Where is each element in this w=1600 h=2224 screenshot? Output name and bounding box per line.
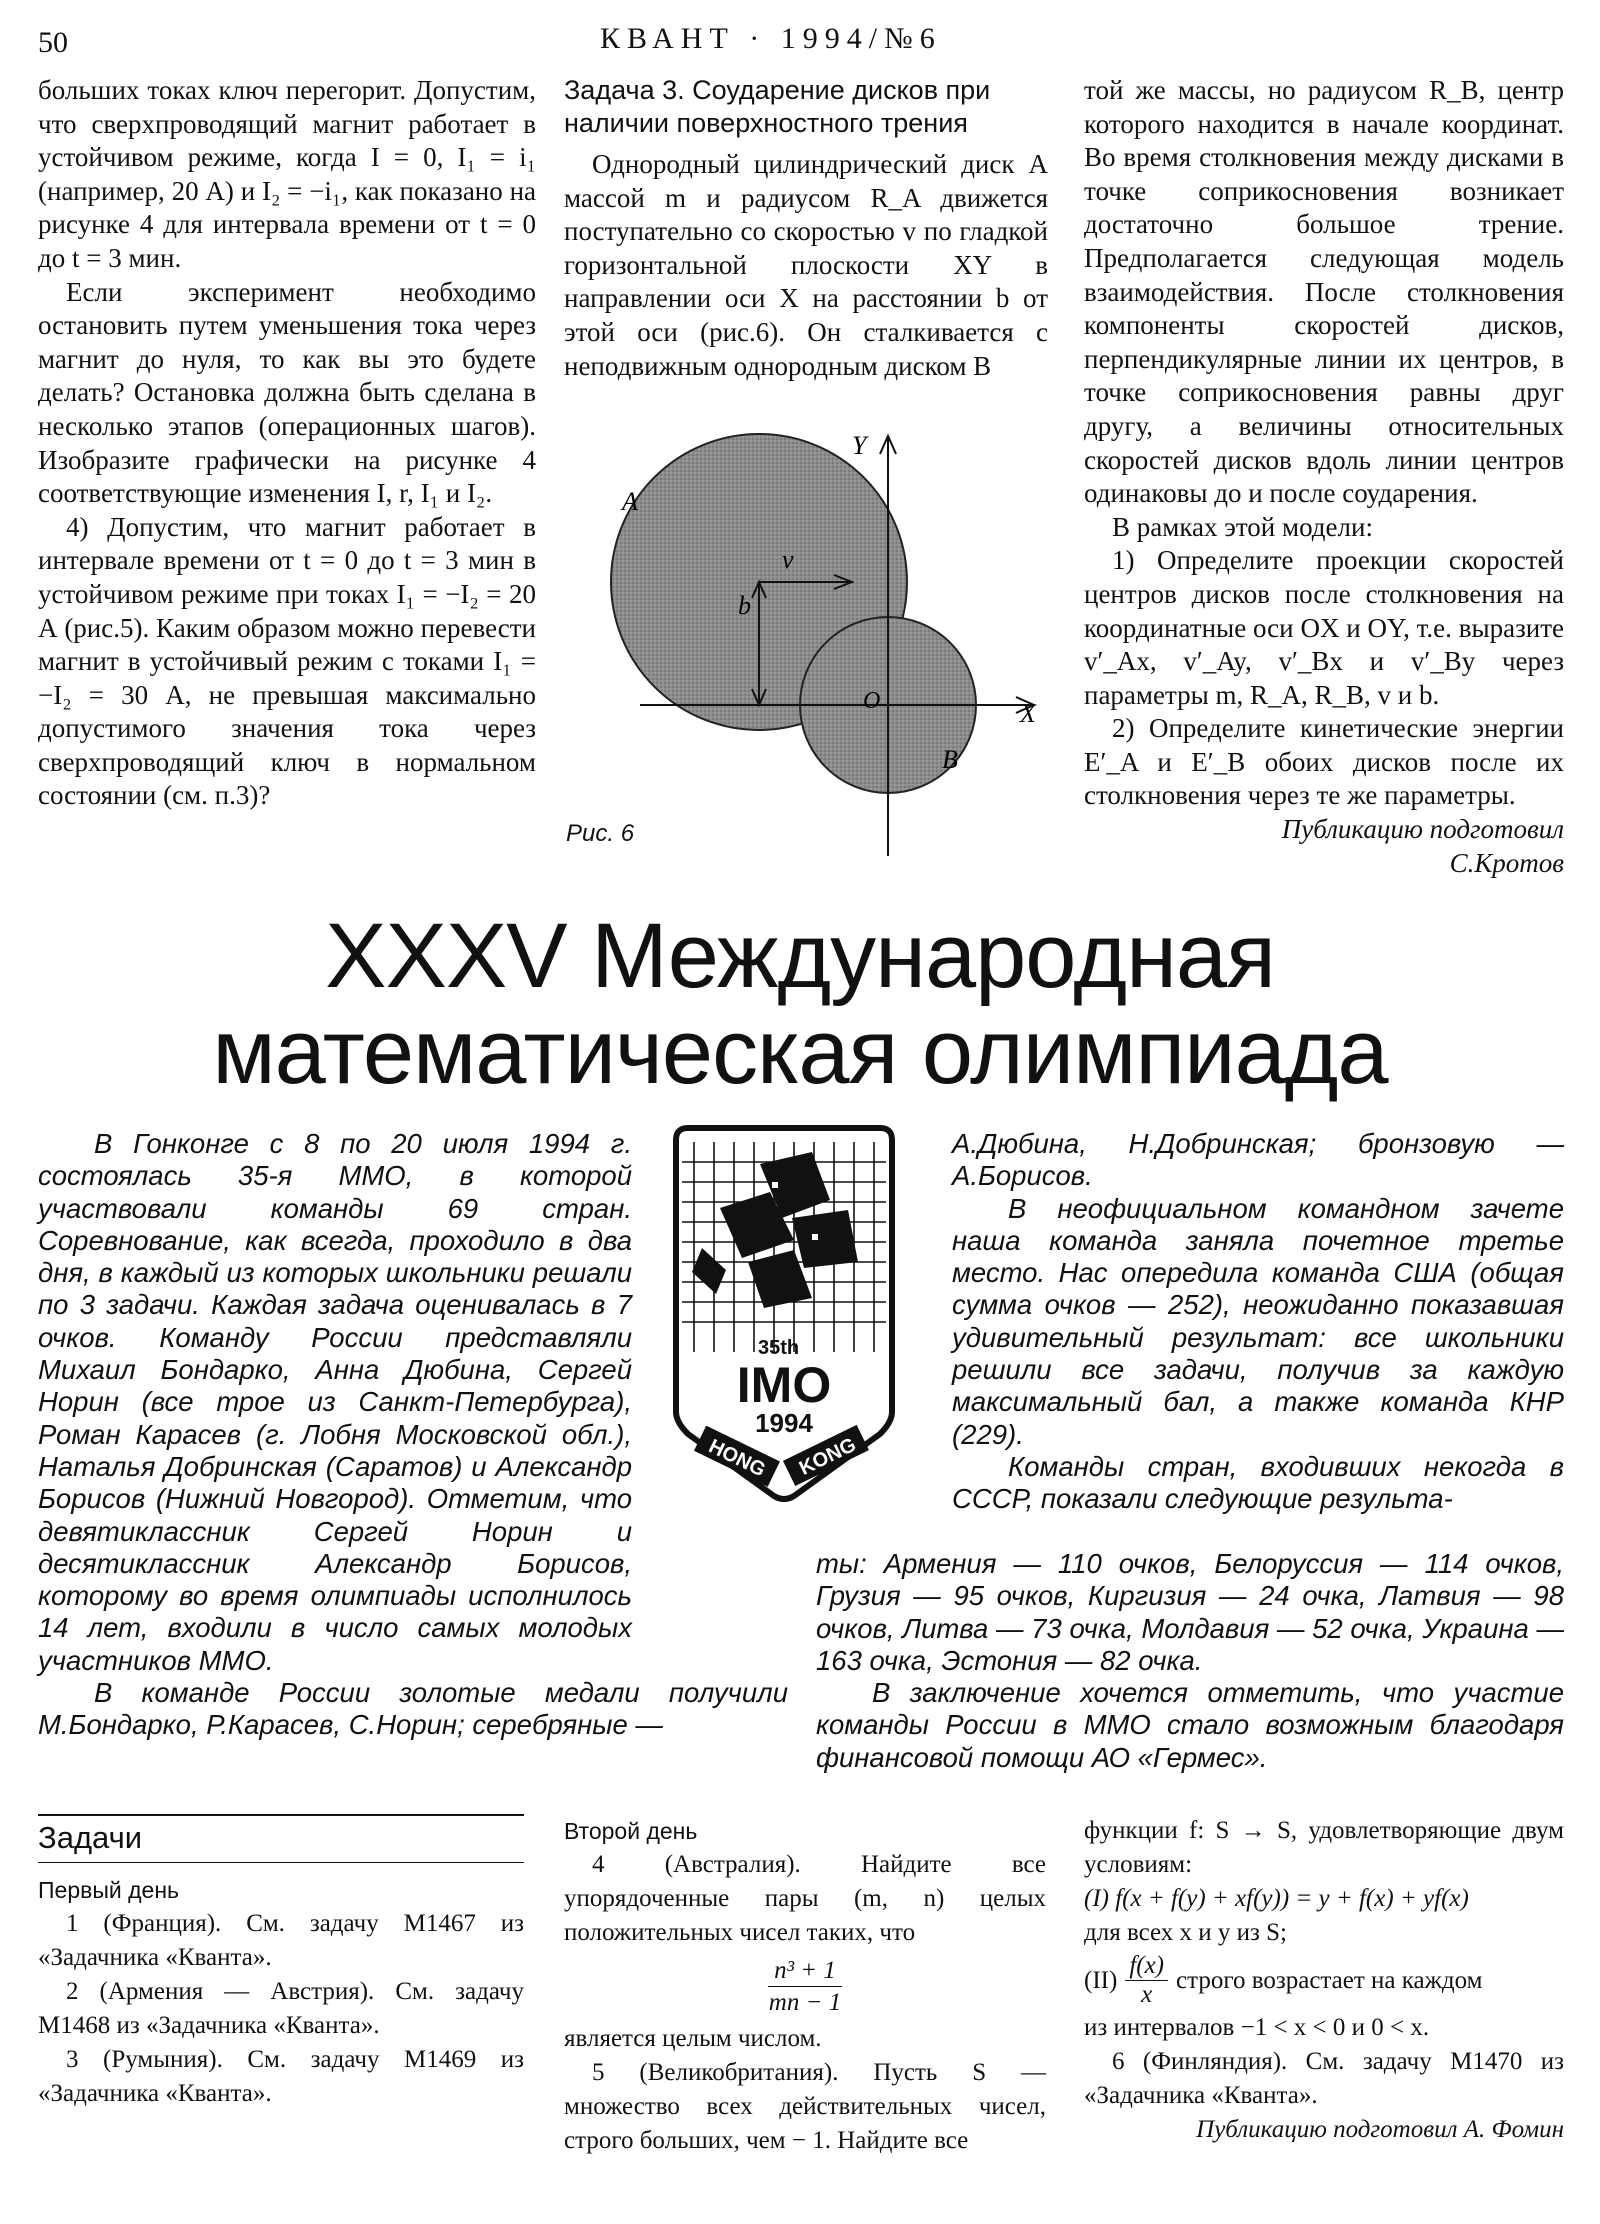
condition-2-tail: из интервалов −1 < x < 0 и 0 < x. [1084,2014,1430,2041]
paragraph: ты: Армения — 110 очков, Белоруссия — 114 очков, Грузия — 95 очков, Киргизия — 24 очка, Латвия — 98 очков, Литва — 73 очка, Молдавия — 52 очка, Украина — 163 очка, Эстония — 82 очка. [816,1548,1564,1676]
imo-logo [662,1122,906,1502]
problems-heading: Задачи [38,1814,524,1858]
right-column [1084,74,1564,880]
paragraph: 4) Допустим, что магнит работает в интервале времени от t = 0 до t = 3 мин в устойчивом режиме при токах I₁ = −I₂ = 20 А (рис.5). Каким образом можно перевести магнит в устойчивый режим с токами I₁ = −I₂ = 30 А, не превышая максимально допустимого значения тока через сверхпроводящий ключ в нормальном состоянии (см. п.3)? [38,511,536,811]
intro-right-wide [816,1548,1564,1774]
credit-name: С.Кротов [1449,847,1564,878]
paragraph: Команды стран, входивших некогда в СССР, показали следующие результа- [952,1450,1564,1515]
logo-place-left: HONG [705,1435,769,1482]
paragraph: В заключение хочется отметить, что участие команды России в ММО стало возможным благодаря финансовой помощи АО «Гермес». [816,1677,1564,1773]
intro-right-top [952,1128,1564,1516]
label-b-disk: B [942,745,958,774]
article-title-line1: XXXV Международная [325,905,1275,1007]
problem-6: 6 (Финляндия). См. задачу М1470 из «Задачника «Кванта». [1084,2048,1564,2109]
label-o: O [863,688,881,714]
label-b-dist: b [738,591,751,620]
problem-2: 2 (Армения — Австрия). См. задачу М1468 из «Задачника «Кванта». [38,1978,524,2039]
left-column [38,74,536,813]
paragraph: Однородный цилиндрический диск A массой m и радиусом R_A движется поступательно со скоростью v по гладкой горизонтальной плоскости XY в направлении оси X на расстоянии b от этой оси (рис.6). Он сталкивается с неподвижным однородным диском B [564,149,1048,381]
problems-credit: Публикацию подготовил А. Фомин [1196,2116,1564,2143]
problem-4-fraction [564,1954,1046,2018]
paragraph: В неофициальном командном зачете наша команда заняла почетное третье место. Нас опередила команда США (общая сумма очков — 252), неожиданно показавшая удивительный результат: все школьники решили все задачи, получив за каждую максимальный бал, а также команда КНР (229). [952,1192,1564,1450]
logo-year: 1994 [755,1408,813,1438]
problem-5: 5 (Великобритания). Пусть S — множество всех действительных чисел, строго больших, чем − 1. Найдите все [564,2059,1046,2154]
credit: Публикацию подготовил [1281,814,1564,845]
paragraph: той же массы, но радиусом R_B, центр которого находится в начале координат. Во время столкновения между дисками в точке соприкосновения возникает достаточно большое трение. Предполагается следующая модель взаимодействия. После столкновения компоненты скоростей дисков, перпендикулярные линии их центров, в точке соприкосновения равны друг другу, а величины относительных скоростей дисков вдоль линии центров одинаковы до и после соударения. [1084,75,1564,509]
fraction-numerator: n³ + 1 [768,1956,842,1987]
condition-1: (I) f(x + f(y) + xf(y)) = y + f(x) + yf(x) [1084,1885,1469,1912]
problems-col-3 [1084,1814,1564,2147]
problem-1: 1 (Франция). См. задачу М1467 из «Задачника «Кванта». [38,1910,524,1971]
problems-col-2 [564,1814,1046,2158]
logo-edition: 35th [758,1337,800,1359]
article-title-line2: математическая олимпиада [212,1001,1388,1103]
problem-5-cont: функции f: S → S, удовлетворяющие двум условиям: [1084,1817,1564,1878]
paragraph: В Гонконге с 8 по 20 июля 1994 г. состоялась 35-я ММО, в которой участвовали команды 69 стран. Соревнование, как всегда, проходило в два дня, в каждый из которых школьники решали по 3 задачи. Каждая задача оценивалась в 7 очков. Команду России представляли Михаил Бондарко, Анна Дюбина, Сергей Норин (все трое из Санкт-Петербурга), Роман Карасев (г. Лобня Московской обл.), Наталья Добринская (Саратов) и Александр Борисов (Нижний Новгород). Отметим, что девятиклассник Сергей Норин и десятиклассник Александр Борисов, которому во время олимпиады исполнилось 14 лет, входили в число самых молодых участников ММО. [38,1128,632,1676]
logo-name: IMO [736,1357,832,1413]
day1-label: Первый день [38,1877,179,1903]
label-x: X [1020,699,1036,728]
paragraph: В рамках этой модели: [1112,511,1373,542]
problem-4: 4 (Австралия). Найдите все упорядоченные пары (m, n) целых положительных чисел таких, что [564,1851,1046,1946]
paragraph: больших токах ключ перегорит. Допустим, что сверхпроводящий магнит работает в устойчивом режиме, когда I = 0, I₁ = i₁ (например, 20 А) и I₂ = −i₁, как показано на рисунке 4 для интервала времени от t = 0 до t = 3 мин. [38,75,536,273]
condition-2-num: f(x) [1125,1952,1168,1981]
condition-2-den: x [1141,1981,1153,2008]
paragraph: В команде России золотые медали получили М.Бондарко, Р.Карасев, С.Норин; серебряные — [38,1677,788,1741]
page-number: 50 [38,26,68,59]
fraction-denominator: mn − 1 [768,1989,842,2016]
paragraph: 2) Определите кинетические энергии E′_A и E′_B обоих дисков после их столкновения через те же параметры. [1084,713,1564,811]
task-heading: Задача 3. Соударение дисков при наличии поверхностного трения [564,75,991,138]
condition-2 [1084,1952,1564,2009]
paragraph: А.Дюбина, Н.Добринская; бронзовую — А.Борисов. [952,1128,1564,1192]
label-v: v [782,545,794,574]
logo-place-right: KONG [795,1433,860,1480]
label-y: Y [852,431,867,460]
middle-column [564,74,1048,383]
running-title: КВАНТ · 1994/№6 [600,22,942,55]
figure-6 [560,418,1060,858]
condition-2-prefix: (II) [1084,1966,1118,1994]
condition-2-text: строго возрастает на каждом [1176,1966,1483,1994]
problem-3: 3 (Румыния). См. задачу М1469 из «Задачника «Кванта». [38,2046,524,2107]
paragraph: 1) Определите проекции скоростей центров дисков после столкновения на координатные оси OX и OY, т.е. выразите v′_Ax, v′_Ay, v′_Bx и v′_By через параметры m, R_A, R_B, v и b. [1084,545,1564,710]
problem-4-tail: является целым числом. [564,2025,822,2052]
paragraph: Если эксперимент необходимо остановить путем уменьшения тока через магнит до нуля, то как вы это будете делать? Остановка должна быть сделана в несколько этапов (операционных шагов). Изобразите графически на рисунке 4 соответствующие изменения I, r, I₁ и I₂. [38,276,536,509]
problems-col-1 [38,1814,524,2111]
condition-1-tail: для всех x и y из S; [1084,1919,1288,1946]
figure-caption: Рис. 6 [566,820,635,847]
day2-label: Второй день [564,1818,698,1844]
label-a: A [622,487,638,516]
